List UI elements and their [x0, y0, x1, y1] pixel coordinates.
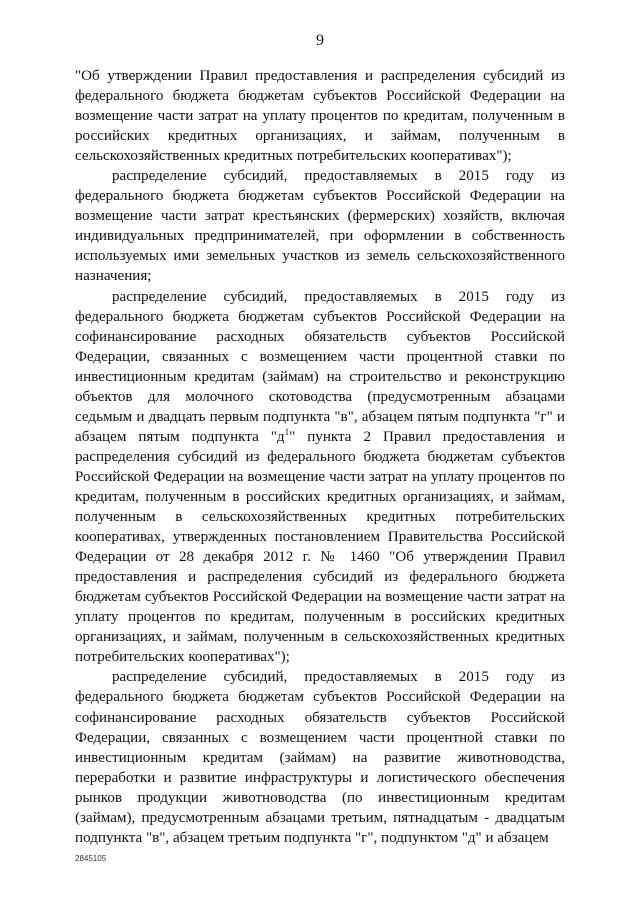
paragraph-1: "Об утверждении Правил предоставления и распределения субсидий из федерального бюджета бюджетам субъектов Российской Федерации на возмещение части затрат на уплату процентов по кредитам, полученным в российских кредитных организациях, и займам, полученным в сельскохозяйственных кредитных потребительских кооперативах");: [75, 68, 565, 165]
paragraph-3: [75, 287, 565, 668]
document-body: [75, 66, 565, 848]
page-number: 9: [316, 32, 324, 49]
paragraph-3-part-b: " пункта 2 Правил предоставления и распределения субсидий из федерального бюджета бюджетам субъектов Российской Федерации на возмещение части затрат на уплату процентов по кредитам, полученным в российских кредитных организациях, и займам, полученным в сельскохозяйственных кредитных потребительских кооперативах, утвержденных постановлением Правительства Российской Федерации от 28 декабря 2012 г. № 1460 "Об утверждении Правил предоставления и распределения субсидий из федерального бюджета бюджетам субъектов Российской Федерации на возмещение части затрат на уплату процентов по кредитам, полученным в российских кредитных организациях, и займам, полученным в сельскохозяйственных кредитных потребительских кооперативах");: [75, 428, 566, 666]
document-code: 2845105: [75, 854, 107, 863]
superscript-1: 1: [284, 426, 290, 437]
paragraph-2: распределение субсидий, предоставляемых в 2015 году из федерального бюджета бюджетам субъектов Российской Федерации на возмещение части затрат крестьянских (фермерских) хозяйств, включая индивидуальных предпринимателей, при оформлении в собственность используемых ими земельных участков из земель сельскохозяйственного назначения;: [75, 168, 565, 285]
paragraph-3-part-a: распределение субсидий, предоставляемых в 2015 году из федерального бюджета бюджетам субъектов Российской Федерации на софинансирование расходных обязательств субъектов Российской Федерации, связанных с возмещением части процентной ставки по инвестиционным кредитам (займам) на строительство и реконструкцию объектов для молочного скотоводства (предусмотренным абзацами седьмым и двадцать первым подпункта "в", абзацем пятым подпункта "г" и абзацем пятым подпункта "д: [75, 288, 565, 445]
paragraph-4: распределение субсидий, предоставляемых в 2015 году из федерального бюджета бюджетам субъектов Российской Федерации на софинансирование расходных обязательств субъектов Российской Федерации, связанных с возмещением части процентной ставки по инвестиционным кредитам (займам) на развитие животноводства, переработки и развитие инфраструктуры и логистического обеспечения рынков продукции животноводства (по инвестиционным кредитам (займам), предусмотренным абзацами третьим, пятнадцатым - двадцатым подпункта "в", абзацем третьим подпункта "г", подпунктом "д" и абзацем: [75, 669, 565, 846]
